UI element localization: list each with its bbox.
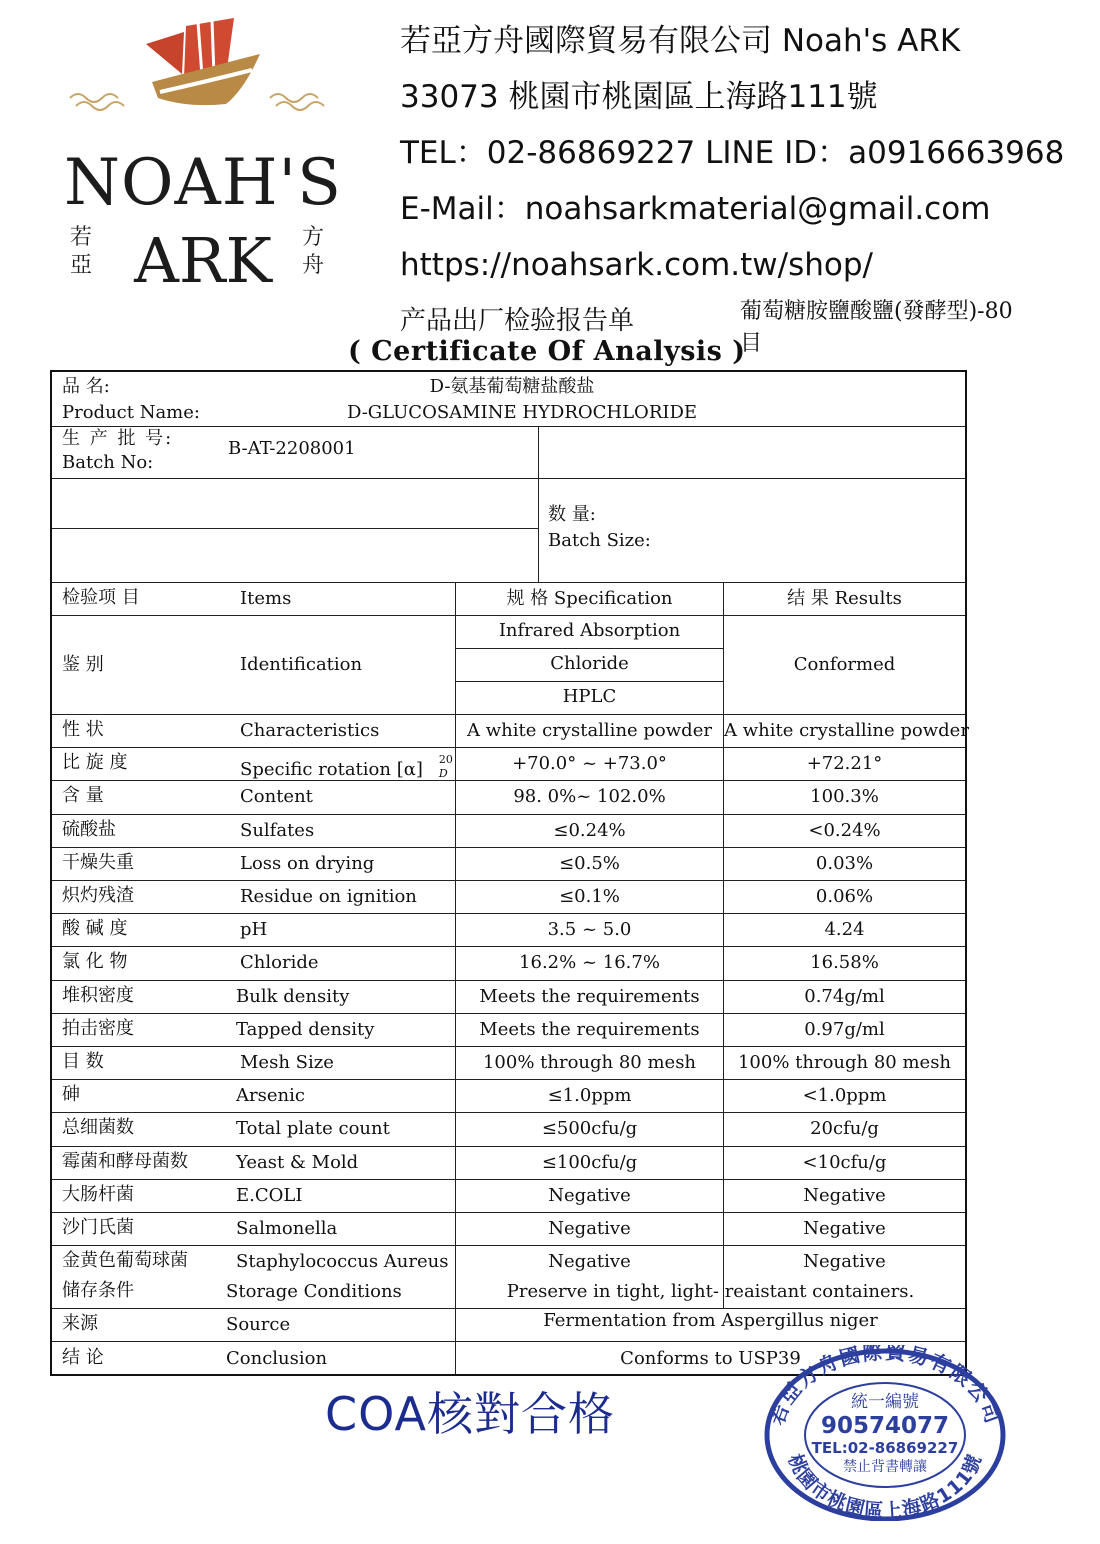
- divider: [52, 880, 965, 881]
- rotation-superscript: 20: [438, 753, 453, 767]
- row-item-en: Salmonella: [236, 1218, 338, 1239]
- row-item-cn: 沙门氏菌: [62, 1217, 134, 1238]
- stamp-ring-text: 若亞方舟國際貿易有限公司: [764, 1345, 1006, 1428]
- identification-spec-3: HPLC: [562, 686, 617, 707]
- divider: [52, 847, 965, 848]
- report-title-cn: 产品出厂检验报告单: [400, 306, 635, 336]
- ship-icon: [48, 18, 358, 148]
- row-result: 0.97g/ml: [804, 1018, 885, 1040]
- storage-value: Preserve in tight, light- reaistant containers.: [506, 1281, 915, 1302]
- row-result: Negative: [803, 1218, 886, 1239]
- row-item-en: Mesh Size: [240, 1052, 334, 1073]
- divider: [52, 478, 965, 479]
- row-result: A white crystalline powder: [724, 720, 969, 741]
- row-item-en: E.COLI: [236, 1184, 303, 1206]
- company-email[interactable]: E-Mail：noahsarkmaterial@gmail.com: [400, 191, 991, 227]
- divider: [52, 1112, 965, 1113]
- divider: [52, 1079, 965, 1080]
- divider: [52, 814, 965, 815]
- row-item-en: pH: [240, 919, 268, 941]
- row-specification: ≤1.0ppm: [547, 1085, 632, 1107]
- divider: [52, 780, 965, 781]
- row-specification: Negative: [548, 1218, 631, 1239]
- column-results: 结 果 Results: [787, 588, 902, 609]
- row-specification: Meets the requirements: [479, 985, 700, 1007]
- row-result: 0.03%: [815, 852, 874, 874]
- conclusion-value: Conforms to USP39: [620, 1348, 801, 1369]
- row-specification: ≤0.24%: [553, 819, 626, 841]
- identification-spec-2: Chloride: [550, 653, 629, 674]
- product-label-en: Product Name:: [62, 402, 200, 423]
- row-item-cn: 拍击密度: [62, 1017, 134, 1039]
- stamp-label: 統一編號: [851, 1392, 919, 1412]
- batch-label-en: Batch No:: [62, 452, 154, 473]
- row-item-cn: 大肠杆菌: [62, 1183, 134, 1205]
- logo-ark: ARK: [134, 224, 272, 297]
- source-cn: 来源: [62, 1313, 98, 1334]
- row-item-en: Yeast & Mold: [236, 1151, 359, 1173]
- row-result: <10cfu/g: [802, 1151, 887, 1173]
- company-logo: [48, 18, 358, 297]
- company-website[interactable]: https://noahsark.com.tw/shop/: [400, 247, 873, 283]
- row-item-cn: 霉菌和酵母菌数: [62, 1150, 188, 1172]
- row-item-cn: 含 量: [62, 785, 104, 807]
- logo-wordmark: NOAH'S: [64, 146, 342, 220]
- identification-spec-1: Infrared Absorption: [498, 620, 681, 641]
- row-item-cn: 总细菌数: [62, 1117, 134, 1139]
- row-result: <0.24%: [808, 819, 881, 841]
- row-item-cn: 硫酸盐: [62, 818, 116, 840]
- row-specification: ≤500cfu/g: [541, 1118, 638, 1140]
- row-item-cn: 氯 化 物: [62, 951, 128, 973]
- row-item-cn: 炽灼残渣: [62, 885, 134, 906]
- row-item-cn: 酸 碱 度: [62, 918, 128, 940]
- row-specification: ≤100cfu/g: [541, 1151, 638, 1173]
- row-result: <1.0ppm: [802, 1085, 887, 1107]
- certificate-table: [50, 370, 967, 1376]
- conclusion-en: Conclusion: [226, 1348, 328, 1369]
- row-specification: Negative: [548, 1184, 631, 1206]
- divider: [52, 582, 965, 583]
- batch-label-cn: 生 产 批 号:: [62, 428, 174, 449]
- contact-block: [400, 18, 1090, 298]
- divider: [52, 980, 965, 981]
- row-specification: Meets the requirements: [479, 1018, 700, 1040]
- row-specification: 100% through 80 mesh: [482, 1052, 697, 1073]
- divider: [456, 681, 723, 682]
- divider: [52, 946, 965, 947]
- row-item-en: Total plate count: [236, 1118, 390, 1140]
- row-item-cn: 目 数: [62, 1051, 104, 1072]
- row-item-en: Staphylococcus Aureus: [236, 1251, 449, 1273]
- divider: [52, 1179, 965, 1180]
- report-title-en: ( Certificate Of Analysis ): [348, 336, 746, 367]
- row-item-en: Sulfates: [240, 819, 315, 841]
- row-result: 16.58%: [810, 952, 879, 974]
- row-specification: 3.5 ~ 5.0: [547, 919, 632, 941]
- divider: [52, 1146, 965, 1147]
- batch-size-label-cn: 数 量:: [548, 504, 596, 525]
- divider: [52, 747, 965, 748]
- product-name-cn: D-氨基葡萄糖盐酸盐: [429, 376, 595, 397]
- row-result: 4.24: [824, 919, 865, 941]
- stamp-tel: TEL:02-86869227: [811, 1439, 959, 1457]
- identification-en: Identification: [240, 654, 363, 675]
- row-result: 0.06%: [815, 886, 874, 907]
- column-specification: 规 格 Specification: [506, 588, 673, 609]
- row-item-cn: 性 状: [62, 719, 104, 740]
- row-item-en: Tapped density: [236, 1018, 375, 1040]
- coa-approval-text: COA核對合格: [325, 1387, 615, 1441]
- row-item-en: Bulk density: [236, 985, 350, 1007]
- row-item-cn: 堆积密度: [62, 984, 134, 1006]
- column-items-en: Items: [240, 588, 292, 609]
- divider: [538, 426, 539, 582]
- row-specification: 16.2% ~ 16.7%: [519, 952, 660, 974]
- company-name: 若亞方舟國際貿易有限公司 Noah's ARK: [400, 23, 961, 59]
- conclusion-cn: 结 论: [62, 1347, 104, 1368]
- divider: [52, 528, 538, 529]
- batch-number: B-AT-2208001: [228, 438, 356, 459]
- product-title-cn: [740, 296, 1090, 360]
- row-result: Negative: [803, 1184, 886, 1206]
- divider: [52, 615, 965, 616]
- logo-cjk-left: 若亞: [70, 225, 93, 278]
- source-en: Source: [226, 1314, 291, 1335]
- row-item-en: Loss on drying: [240, 852, 375, 874]
- product-name-en: D-GLUCOSAMINE HYDROCHLORIDE: [346, 402, 698, 423]
- product-title-line2: 目: [740, 331, 763, 356]
- product-label-cn: 品 名:: [62, 376, 110, 397]
- row-item-cn: 干燥失重: [62, 851, 134, 873]
- product-title-line1: 葡萄糖胺鹽酸鹽(發酵型)-80: [740, 299, 1013, 324]
- identification-cn: 鉴 别: [62, 654, 104, 675]
- row-item-en: Specific rotation [α] 20 D: [240, 753, 439, 781]
- row-result: 100.3%: [810, 786, 879, 808]
- divider: [52, 1308, 965, 1309]
- row-result: Negative: [803, 1251, 886, 1273]
- stamp-tax-id: 90574077: [820, 1413, 950, 1439]
- row-result: 20cfu/g: [810, 1118, 879, 1140]
- row-result: +72.21°: [806, 753, 883, 775]
- divider: [52, 714, 965, 715]
- row-item-cn: 砷: [62, 1084, 80, 1106]
- row-item-en: Characteristics: [240, 720, 380, 741]
- row-specification: ≤0.5%: [559, 852, 620, 874]
- divider: [52, 1245, 965, 1246]
- source-value: Fermentation from Aspergillus niger: [543, 1310, 878, 1331]
- divider: [52, 1013, 965, 1014]
- row-item-en: Content: [240, 786, 313, 808]
- logo-cjk-right: 方舟: [302, 225, 325, 278]
- row-specification: Negative: [548, 1251, 631, 1273]
- company-phone: TEL：02-86869227 LINE ID：a0916663968: [400, 135, 1065, 171]
- row-item-en: Chloride: [240, 952, 319, 974]
- divider: [52, 1046, 965, 1047]
- row-specification: +70.0° ~ +73.0°: [512, 753, 667, 775]
- rotation-subscript: D: [438, 767, 448, 781]
- divider: [52, 913, 965, 914]
- row-item-cn: 比 旋 度: [62, 752, 128, 774]
- identification-result: Conformed: [793, 654, 896, 675]
- storage-cn: 储存条件: [62, 1280, 134, 1301]
- storage-en: Storage Conditions: [226, 1281, 402, 1302]
- row-specification: A white crystalline powder: [467, 720, 712, 741]
- row-result: 100% through 80 mesh: [737, 1052, 952, 1073]
- stamp-note: 禁止背書轉讓: [843, 1459, 927, 1475]
- divider: [456, 648, 723, 649]
- row-specification: ≤0.1%: [559, 886, 620, 907]
- row-result: 0.74g/ml: [804, 985, 885, 1007]
- company-address: 33073 桃園市桃園區上海路111號: [400, 79, 878, 115]
- divider: [52, 426, 965, 427]
- company-seal-stamp: [762, 1345, 1008, 1521]
- stamp-bottom-text: 桃園市桃園區上海路111號: [783, 1451, 987, 1521]
- row-specification: 98. 0%~ 102.0%: [513, 786, 666, 808]
- divider: [52, 1341, 965, 1342]
- row-item-en: Arsenic: [236, 1085, 305, 1107]
- row-item-cn: 金黄色葡萄球菌: [62, 1250, 188, 1272]
- row-item-en: Residue on ignition: [240, 886, 417, 907]
- divider: [52, 1212, 965, 1213]
- batch-size-label-en: Batch Size:: [548, 530, 651, 551]
- column-items-cn: 检验项 目: [62, 587, 140, 608]
